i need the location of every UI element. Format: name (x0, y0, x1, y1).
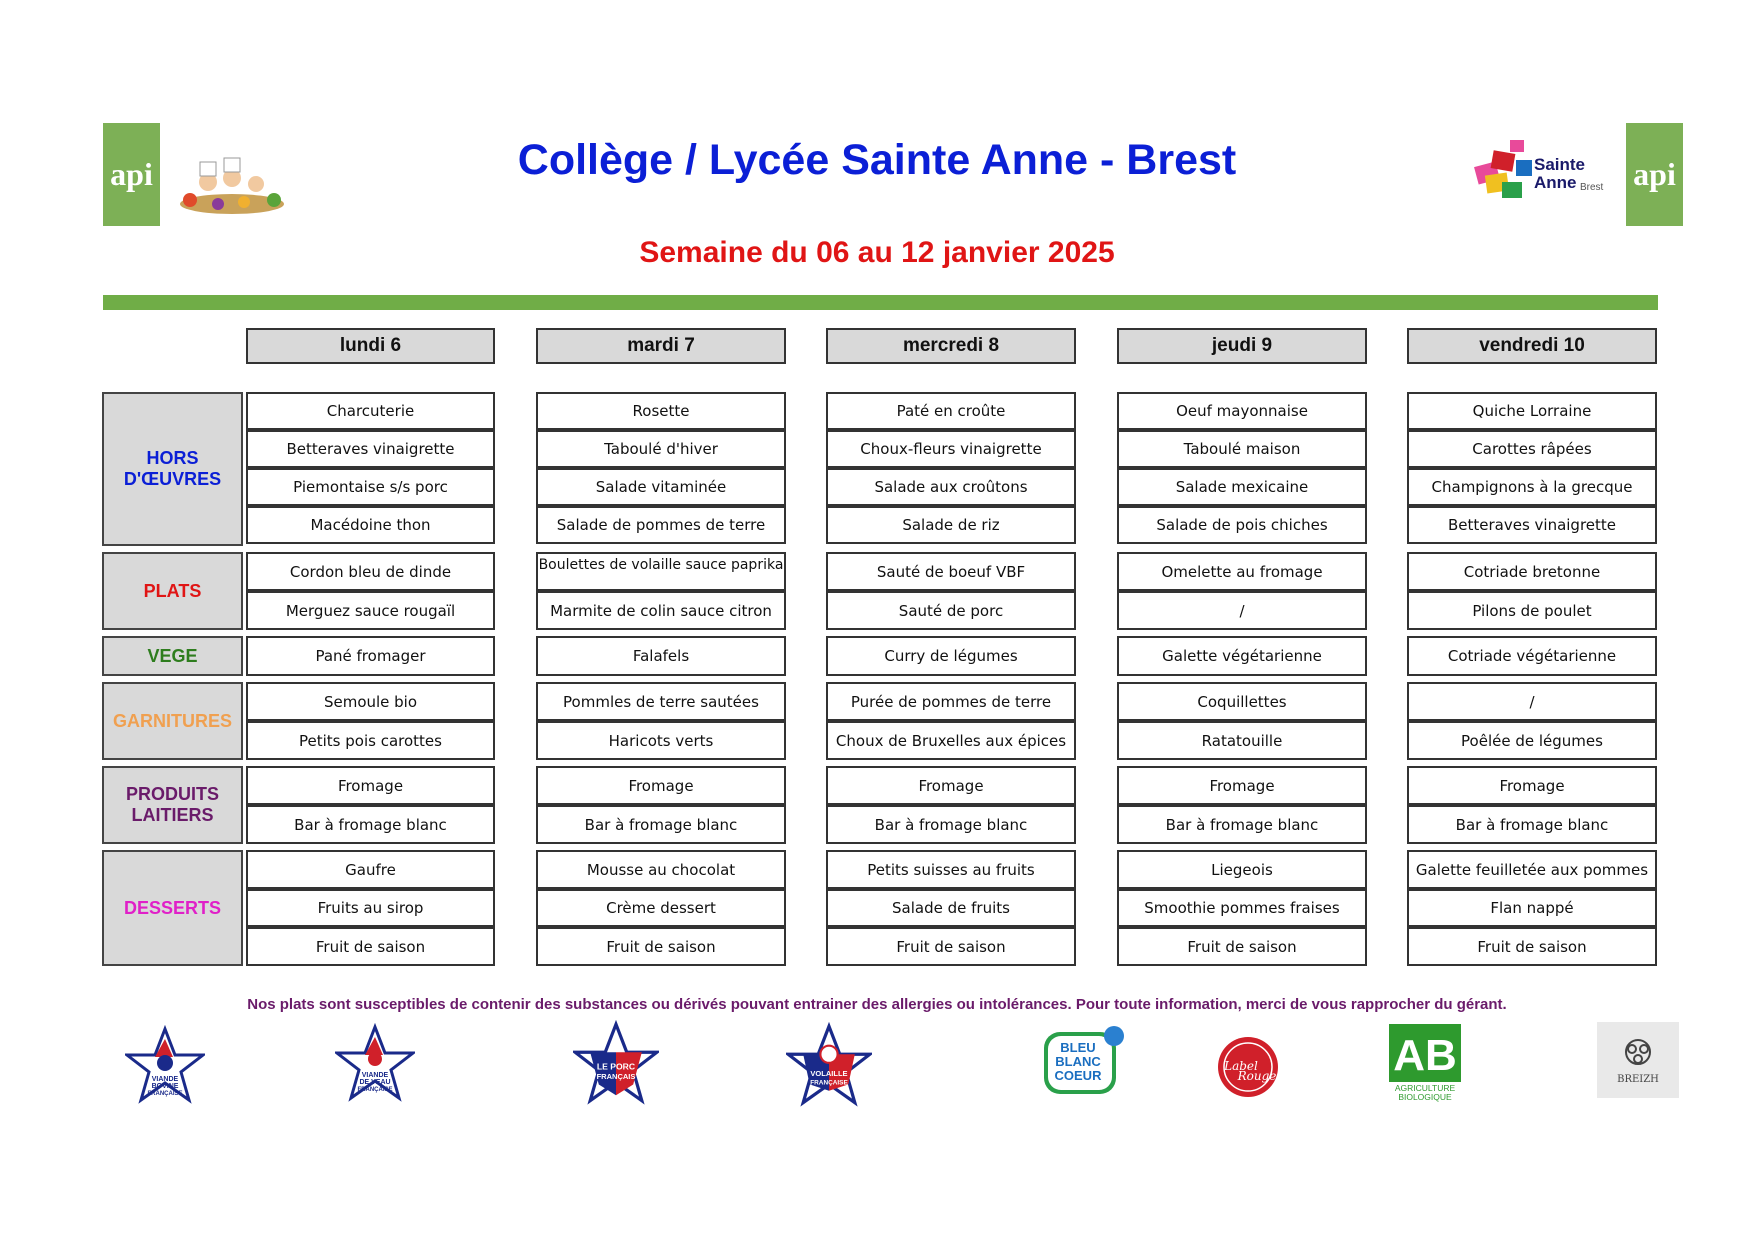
badge7-line2: AGRICULTURE (1394, 1083, 1456, 1093)
menu-cell-desserts-r2-c2: Crème dessert (536, 889, 786, 927)
category-produits-laitiers (102, 766, 243, 844)
menu-cell-desserts-r1-c1: Gaufre (246, 850, 495, 889)
badge3-line2: FRANÇAIS (596, 1072, 636, 1082)
menu-cell-laitiers-r1-c5: Fromage (1407, 766, 1657, 805)
menu-cell-hors-oeuvres-r4-c3: Salade de riz (826, 506, 1076, 544)
badge5-line2: BLANC (1055, 1054, 1101, 1069)
green-separator-bar (103, 295, 1658, 310)
menu-cell-vege-r1-c3: Curry de légumes (826, 636, 1076, 676)
menu-cell-hors-oeuvres-r2-c2: Taboulé d'hiver (536, 430, 786, 468)
badge2-line1: VIANDE (361, 1072, 389, 1079)
menu-cell-laitiers-r2-c2: Bar à fromage blanc (536, 805, 786, 844)
menu-cell-hors-oeuvres-r4-c2: Salade de pommes de terre (536, 506, 786, 544)
menu-cell-garnitures-r2-c5: Poêlée de légumes (1407, 721, 1657, 760)
menu-cell-vege-r1-c4: Galette végétarienne (1117, 636, 1367, 676)
menu-cell-hors-oeuvres-r2-c3: Choux-fleurs vinaigrette (826, 430, 1076, 468)
allergy-note: Nos plats sont susceptibles de contenir des substances ou dérivés pouvant entrainer des allergies ou intolérances. Pour toute information, merci de vous rapprocher du gérant. (247, 996, 1507, 1013)
menu-cell-laitiers-r2-c1: Bar à fromage blanc (246, 805, 495, 844)
school-logo-line1: Sainte (1534, 155, 1586, 174)
badge1-line2: BOVINE (151, 1083, 179, 1090)
bleu-blanc-coeur-icon (1038, 1022, 1130, 1102)
breizh-icon (1597, 1022, 1679, 1098)
category-laitiers-line2: LAITIERS (131, 805, 214, 825)
day-header-mardi: mardi 7 (536, 328, 786, 364)
viande-de-veau-francaise-icon (335, 1023, 415, 1103)
menu-cell-plats-r2-c5: Pilons de poulet (1407, 591, 1657, 630)
category-vege (102, 636, 243, 676)
menu-cell-desserts-r2-c1: Fruits au sirop (246, 889, 495, 927)
agriculture-biologique-icon (1385, 1022, 1465, 1102)
menu-cell-hors-oeuvres-r1-c4: Oeuf mayonnaise (1117, 392, 1367, 430)
menu-cell-plats-r1-c3: Sauté de boeuf VBF (826, 552, 1076, 591)
menu-cell-hors-oeuvres-r2-c5: Carottes râpées (1407, 430, 1657, 468)
menu-cell-desserts-r3-c3: Fruit de saison (826, 927, 1076, 966)
label-rouge-icon (1213, 1032, 1283, 1102)
badge1-line1: VIANDE (151, 1076, 179, 1083)
school-logo-line2: Anne (1534, 173, 1577, 192)
category-garnitures-label: GARNITURES (112, 710, 232, 731)
menu-cell-hors-oeuvres-r3-c3: Salade aux croûtons (826, 468, 1076, 506)
menu-cell-laitiers-r1-c2: Fromage (536, 766, 786, 805)
menu-cell-garnitures-r1-c2: Pommles de terre sautées (536, 682, 786, 721)
badge8-line1: BREIZH (1617, 1074, 1659, 1085)
menu-cell-hors-oeuvres-r2-c4: Taboulé maison (1117, 430, 1367, 468)
badge1-line3: FRANÇAISE (147, 1091, 183, 1097)
menu-cell-hors-oeuvres-r4-c5: Betteraves vinaigrette (1407, 506, 1657, 544)
menu-cell-vege-r1-c5: Cotriade végétarienne (1407, 636, 1657, 676)
badge4-line2: FRANÇAISE (810, 1079, 848, 1087)
menu-cell-garnitures-r1-c4: Coquillettes (1117, 682, 1367, 721)
category-laitiers-line1: PRODUITS (125, 784, 219, 804)
menu-cell-desserts-r3-c2: Fruit de saison (536, 927, 786, 966)
menu-cell-desserts-r1-c4: Liegeois (1117, 850, 1367, 889)
menu-cell-desserts-r1-c2: Mousse au chocolat (536, 850, 786, 889)
menu-cell-hors-oeuvres-r1-c1: Charcuterie (246, 392, 495, 430)
page-title: Collège / Lycée Sainte Anne - Brest (517, 136, 1237, 184)
badge2-line3: FRANÇAISE (357, 1087, 393, 1093)
menu-cell-garnitures-r1-c3: Purée de pommes de terre (826, 682, 1076, 721)
badge6-line2: Rouge (1237, 1069, 1277, 1083)
menu-cell-hors-oeuvres-r3-c1: Piemontaise s/s porc (246, 468, 495, 506)
menu-cell-desserts-r1-c5: Galette feuilletée aux pommes (1407, 850, 1657, 889)
menu-cell-vege-r1-c1: Pané fromager (246, 636, 495, 676)
menu-cell-garnitures-r2-c4: Ratatouille (1117, 721, 1367, 760)
school-logo-line3: Brest (1580, 182, 1604, 193)
badge5-line1: BLEU (1060, 1040, 1096, 1055)
viande-bovine-francaise-icon (125, 1025, 205, 1105)
menu-cell-laitiers-r2-c4: Bar à fromage blanc (1117, 805, 1367, 844)
menu-cell-hors-oeuvres-r1-c5: Quiche Lorraine (1407, 392, 1657, 430)
menu-cell-desserts-r1-c3: Petits suisses au fruits (826, 850, 1076, 889)
day-header-vendredi: vendredi 10 (1407, 328, 1657, 364)
category-plats-label: PLATS (143, 580, 202, 601)
category-hors-oeuvres-line2: D'ŒUVRES (123, 469, 222, 489)
menu-cell-garnitures-r1-c1: Semoule bio (246, 682, 495, 721)
day-header-lundi: lundi 6 (246, 328, 495, 364)
menu-cell-garnitures-r2-c2: Haricots verts (536, 721, 786, 760)
badge6-line1: Label (1224, 1059, 1258, 1073)
menu-cell-plats-r2-c1: Merguez sauce rougaïl (246, 591, 495, 630)
week-title: Semaine du 06 au 12 janvier 2025 (639, 236, 1115, 269)
menu-cell-laitiers-r2-c5: Bar à fromage blanc (1407, 805, 1657, 844)
badge3-line1: LE PORC (596, 1061, 636, 1072)
badge2-line2: DE VEAU (359, 1079, 391, 1086)
menu-cell-desserts-r3-c4: Fruit de saison (1117, 927, 1367, 966)
menu-cell-garnitures-r2-c1: Petits pois carottes (246, 721, 495, 760)
category-desserts-label: DESSERTS (123, 897, 222, 918)
menu-cell-hors-oeuvres-r2-c1: Betteraves vinaigrette (246, 430, 495, 468)
menu-cell-laitiers-r2-c3: Bar à fromage blanc (826, 805, 1076, 844)
badge7-line1: AB (1393, 1031, 1457, 1080)
badge4-line1: VOLAILLE (810, 1068, 848, 1078)
day-header-jeudi: jeudi 9 (1117, 328, 1367, 364)
day-header-mercredi: mercredi 8 (826, 328, 1076, 364)
menu-cell-hors-oeuvres-r1-c3: Paté en croûte (826, 392, 1076, 430)
api-logo-right-text: api (1633, 156, 1676, 192)
menu-cell-hors-oeuvres-r3-c2: Salade vitaminée (536, 468, 786, 506)
menu-cell-plats-r2-c4: / (1117, 591, 1367, 630)
menu-cell-plats-r2-c2: Marmite de colin sauce citron (536, 591, 786, 630)
menu-cell-plats-r1-c1: Cordon bleu de dinde (246, 552, 495, 591)
category-garnitures (102, 682, 243, 760)
menu-cell-hors-oeuvres-r3-c4: Salade mexicaine (1117, 468, 1367, 506)
menu-cell-garnitures-r1-c5: / (1407, 682, 1657, 721)
api-logo-left-text: api (110, 156, 153, 192)
menu-cell-desserts-r2-c5: Flan nappé (1407, 889, 1657, 927)
menu-cell-plats-r1-c5: Cotriade bretonne (1407, 552, 1657, 591)
volaille-francaise-icon (786, 1022, 872, 1108)
menu-cell-vege-r1-c2: Falafels (536, 636, 786, 676)
menu-cell-desserts-r2-c3: Salade de fruits (826, 889, 1076, 927)
category-plats (102, 552, 243, 630)
menu-cell-desserts-r3-c5: Fruit de saison (1407, 927, 1657, 966)
menu-cell-laitiers-r1-c1: Fromage (246, 766, 495, 805)
menu-cell-hors-oeuvres-r1-c2: Rosette (536, 392, 786, 430)
menu-cell-laitiers-r1-c4: Fromage (1117, 766, 1367, 805)
category-desserts (102, 850, 243, 966)
menu-cell-hors-oeuvres-r3-c5: Champignons à la grecque (1407, 468, 1657, 506)
menu-cell-laitiers-r1-c3: Fromage (826, 766, 1076, 805)
menu-cell-plats-r1-c2: Boulettes de volaille sauce paprika (536, 552, 786, 591)
menu-cell-hors-oeuvres-r4-c1: Macédoine thon (246, 506, 495, 544)
category-hors-oeuvres-line1: HORS (146, 448, 199, 468)
menu-cell-plats-r2-c3: Sauté de porc (826, 591, 1076, 630)
badge5-line3: COEUR (1054, 1068, 1102, 1083)
menu-cell-desserts-r2-c4: Smoothie pommes fraises (1117, 889, 1367, 927)
badge7-line3: BIOLOGIQUE (1398, 1092, 1452, 1102)
le-porc-francais-icon (573, 1020, 659, 1106)
menu-cell-desserts-r3-c1: Fruit de saison (246, 927, 495, 966)
menu-cell-plats-r1-c4: Omelette au fromage (1117, 552, 1367, 591)
menu-cell-hors-oeuvres-r4-c4: Salade de pois chiches (1117, 506, 1367, 544)
category-vege-label: VEGE (147, 645, 198, 666)
category-hors-oeuvres (102, 392, 243, 546)
menu-cell-garnitures-r2-c3: Choux de Bruxelles aux épices (826, 721, 1076, 760)
